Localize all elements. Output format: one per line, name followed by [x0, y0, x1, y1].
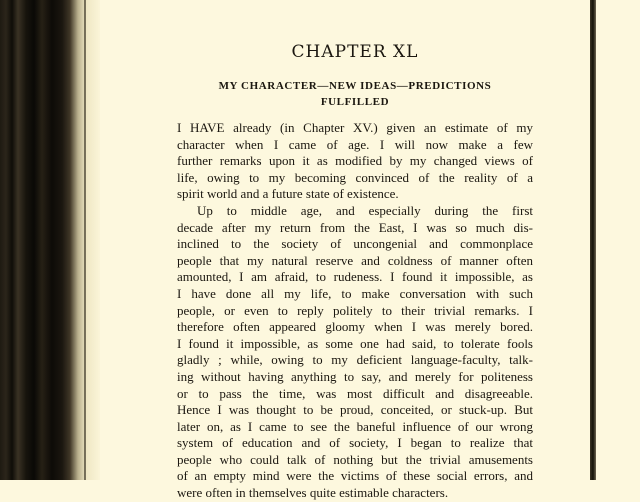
text-line: character when I came of age. I will now make a few [177, 136, 533, 152]
text-line: ing without having anything to say, and merely for politeness [177, 368, 533, 384]
text-line: people that my natural reserve and coldness of manner often [177, 252, 533, 268]
text-line: I HAVE already (in Chapter XV.) given an estimate of my [177, 120, 533, 135]
text-line: were often in themselves quite estimable characters. [177, 485, 449, 501]
text-line: or to pass the time, was most difficult and disagreeable. [177, 385, 533, 401]
chapter-subtitle [178, 78, 532, 110]
paragraph [177, 203, 533, 502]
right-margin [596, 0, 640, 480]
text-line: people, or even to reply politely to their trivial remarks. I [177, 302, 533, 318]
text-line: therefore often appeared gloomy when I was merely bored. [177, 319, 533, 335]
text-line: further remarks upon it as modified by my changed views of [177, 153, 533, 169]
text-line: Hence I was thought to be proud, conceited, or stuck-up. But [177, 402, 533, 418]
text-line: life, owing to my becoming convinced of the reality of a [177, 169, 533, 185]
text-line: of an empty mind were the victims of these social errors, and [177, 468, 533, 484]
text-line: decade after my return from the East, I was so much dis- [177, 219, 533, 235]
text-line: amounted, I am afraid, to rudeness. I found it impossible, as [177, 269, 533, 285]
page-edge-line [84, 0, 86, 480]
paragraph [177, 120, 533, 203]
subtitle-line: FULFILLED [320, 96, 390, 108]
subtitle-line: MY CHARACTER—NEW IDEAS—PREDICTIONS [218, 80, 492, 92]
text-line: system of education and of society, I began to realize that [177, 435, 533, 451]
text-line: inclined to the society of uncongenial and commonplace [177, 236, 533, 252]
text-line: people who could talk of nothing but the trivial amusements [177, 451, 533, 467]
text-line: Up to middle age, and especially during the first [197, 202, 533, 218]
text-line: spirit world and a future state of existence. [177, 186, 399, 202]
text-line: I have done all my life, to make conversation with such [177, 285, 533, 301]
text-line: later on, as I came to see the baneful influence of our wrong [177, 418, 533, 434]
text-line: I found it impossible, as some one had said, to tolerate fools [177, 335, 533, 351]
body-text [177, 120, 533, 502]
text-line: gladly ; while, owing to my deficient language-faculty, talk- [177, 352, 533, 368]
chapter-title: CHAPTER XL [291, 42, 419, 62]
